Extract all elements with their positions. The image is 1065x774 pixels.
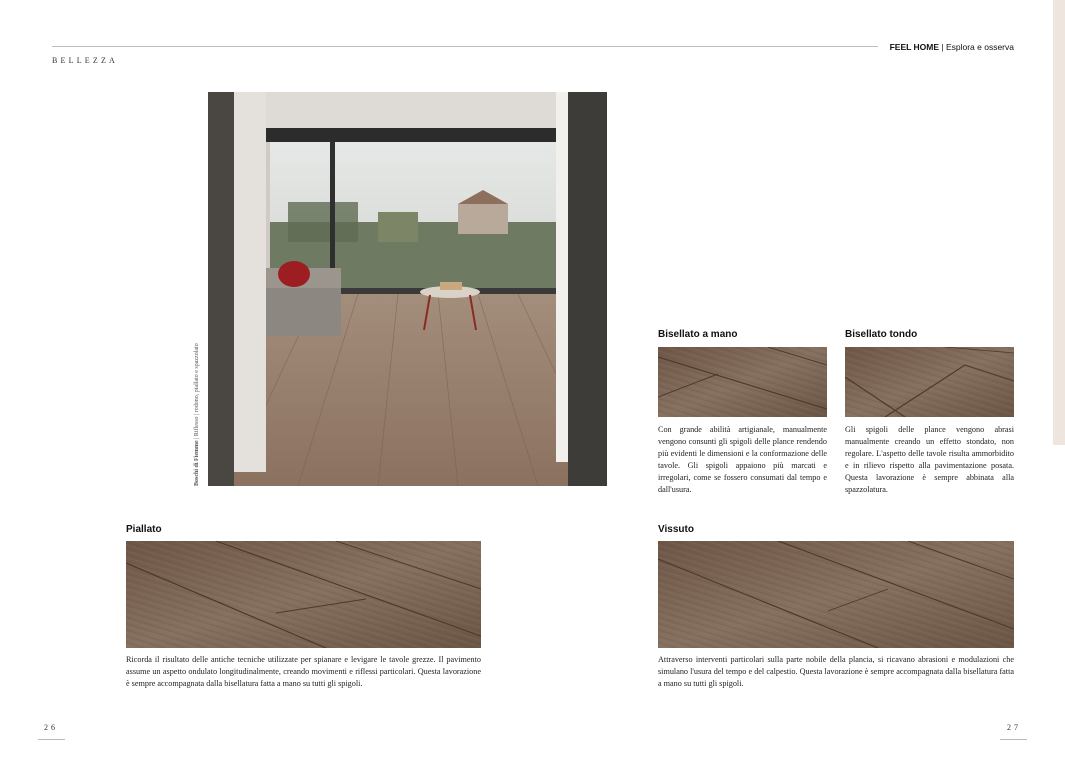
page-number-right-rule <box>1000 739 1027 740</box>
brand-header <box>890 42 1014 52</box>
caption-product: Boschi di Fiemme <box>194 440 200 486</box>
header-rule <box>52 46 878 47</box>
bisellato-tondo-title: Bisellato tondo <box>845 329 918 340</box>
vissuto-title: Vissuto <box>658 524 694 535</box>
page-number-left: 26 <box>44 723 58 732</box>
brand-separator: | <box>939 42 946 52</box>
bisellato-mano-title: Bisellato a mano <box>658 329 738 340</box>
page-edge-strip <box>1053 0 1065 445</box>
piallato-text: Ricorda il risultato delle antiche tecniche utilizzate per spianare e levigare le tavole grezze. Il pavimento assume un aspetto ondulato longitudinalmente, creando movimenti e riflessi particolari. Questa lavorazione è sempre accompagnata dalla bisellatura fatta a mano su tutti gli spigoli. <box>126 655 481 688</box>
vissuto-text: Attraverso interventi particolari sulla parte nobile della plancia, si ricavano abrasioni e modulazioni che simulano l'usura del tempo e del calpestio. Questa lavorazione è sempre accompagnata dalla bisellatura fatta a mano su tutti gli spigoli. <box>658 655 1014 688</box>
page-number-right: 27 <box>1007 723 1021 732</box>
bisellato-tondo-swatch <box>845 347 1014 417</box>
vissuto-swatch <box>658 541 1014 648</box>
piallato-swatch <box>126 541 481 648</box>
brand-subtitle: Esplora e osserva <box>945 42 1014 52</box>
interior-photo <box>208 92 607 486</box>
bisellato-mano-swatch <box>658 347 827 417</box>
section-label: BELLEZZA <box>52 56 119 65</box>
bisellato-mano-text: Con grande abilità artigianale, manualmente vengono consunti gli spigoli delle plance rendendo più evidenti le dimensioni e la conformazione delle tavole. Gli spigoli appaiono più marcati e irregolari, come se fossero consumati dal tempo e dall'usura. <box>658 425 827 494</box>
brand-name: FEEL HOME <box>889 42 940 52</box>
page-number-left-rule <box>38 739 65 740</box>
bisellato-tondo-text: Gli spigoli delle plance vengono abrasi manualmente creando un effetto stondato, non regolare. L'aspetto delle tavole risulta ammorbidito e in rilievo rispetto alla pavimentazione posata. Questa lavorazione è sempre abbinata alla spazzolatura. <box>845 425 1014 494</box>
photo-caption <box>194 343 200 486</box>
caption-details: | Riflesso | rodono, piallato e spazzolato <box>194 343 200 441</box>
piallato-title: Piallato <box>126 524 162 535</box>
